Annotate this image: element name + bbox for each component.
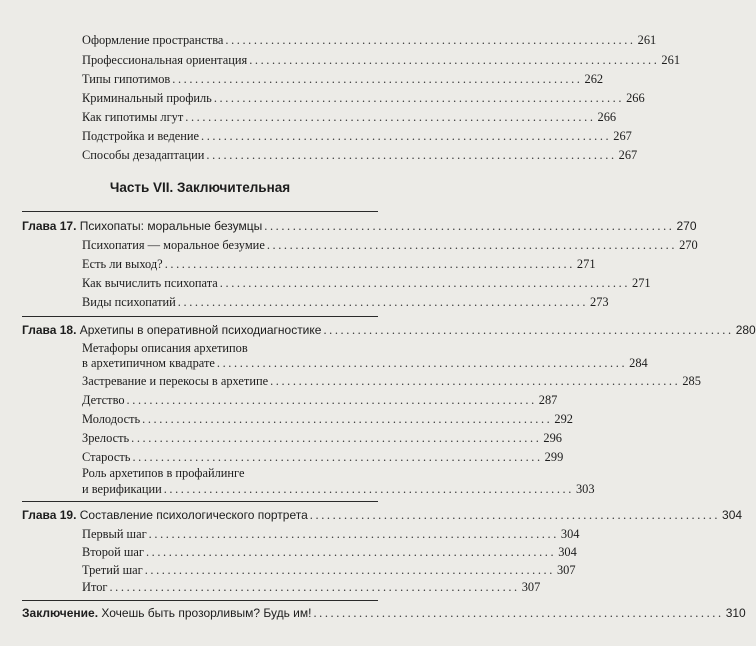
chapter-prefix: Глава 18. bbox=[22, 323, 77, 337]
dot-leader: ........................................................................ bbox=[172, 72, 583, 86]
toc-entry-page: 267 bbox=[613, 129, 632, 143]
toc-entry-label: Застревание и перекосы в архетипе bbox=[82, 374, 269, 388]
toc-entry-page: 307 bbox=[521, 580, 541, 594]
toc-entry-label: Способы дезадаптации bbox=[82, 148, 205, 162]
dot-leader: ........................................................................ bbox=[323, 323, 734, 337]
toc-entry-multiline bbox=[82, 341, 382, 356]
toc-entry-page: 284 bbox=[629, 356, 648, 370]
toc-entry-label: Психопатия — моральное безумие bbox=[82, 238, 265, 252]
dot-leader: ........................................................................ bbox=[225, 33, 636, 47]
dot-leader: ........................................................................ bbox=[266, 238, 678, 252]
toc-entry-page: 299 bbox=[544, 450, 564, 464]
dot-leader: ........................................................................ bbox=[142, 412, 553, 426]
toc-entry bbox=[82, 72, 604, 87]
toc-entry-page: 267 bbox=[618, 148, 638, 162]
chapter-page: 304 bbox=[722, 508, 743, 522]
conclusion-prefix: Заключение. bbox=[22, 606, 99, 620]
toc-entry-page: 285 bbox=[682, 374, 701, 388]
toc-entry-label: Первый шаг bbox=[82, 527, 147, 541]
chapter-prefix: Глава 19. bbox=[22, 508, 77, 522]
dot-leader: ........................................................................ bbox=[126, 393, 537, 407]
toc-entry-page: 304 bbox=[560, 527, 580, 541]
toc-entry bbox=[82, 527, 580, 542]
chapter-title: Архетипы в оперативной психодиагностике bbox=[79, 323, 322, 337]
section-divider bbox=[22, 600, 378, 601]
dot-leader: ........................................................................ bbox=[144, 563, 555, 577]
toc-entry bbox=[82, 91, 645, 106]
dot-leader: ........................................................................ bbox=[132, 450, 543, 464]
dot-leader: ........................................................................ bbox=[264, 219, 675, 233]
chapter-heading bbox=[22, 219, 697, 234]
toc-entry bbox=[82, 110, 617, 125]
toc-entry-label: Итог bbox=[82, 580, 108, 594]
toc-entry-label: Типы гипотимов bbox=[82, 72, 171, 86]
toc-entry-label: Зрелость bbox=[82, 431, 130, 445]
chapter-page: 280 bbox=[735, 323, 756, 337]
dot-leader: ........................................................................ bbox=[313, 606, 724, 620]
toc-entry bbox=[82, 580, 541, 595]
chapter-title: Психопаты: моральные безумцы bbox=[79, 219, 263, 233]
toc-entry bbox=[82, 450, 564, 465]
toc-entry-page: 262 bbox=[584, 72, 604, 86]
toc-entry-label: Как вычислить психопата bbox=[82, 276, 218, 290]
toc-entry-label: Как гипотимы лгут bbox=[82, 110, 184, 124]
toc-entry-page: 287 bbox=[538, 393, 558, 407]
toc-entry bbox=[82, 431, 562, 446]
section-divider bbox=[22, 501, 378, 502]
dot-leader: ........................................................................ bbox=[177, 295, 589, 309]
dot-leader: ........................................................................ bbox=[270, 374, 681, 388]
toc-entry-page: 273 bbox=[590, 295, 609, 309]
toc-entry-label: Второй шаг bbox=[82, 545, 144, 559]
chapter-page: 270 bbox=[676, 219, 697, 233]
toc-entry-label: Криминальный профиль bbox=[82, 91, 212, 105]
toc-entry-page: 303 bbox=[575, 482, 595, 496]
toc-entry bbox=[82, 374, 701, 389]
chapter-title: Составление психологического портрета bbox=[79, 508, 308, 522]
conclusion-page: 310 bbox=[725, 606, 746, 620]
toc-entry-label: Оформление пространства bbox=[82, 33, 224, 47]
toc-entry-page: 266 bbox=[626, 91, 645, 105]
toc-entry bbox=[82, 412, 573, 427]
section-divider bbox=[22, 211, 378, 212]
toc-entry bbox=[82, 356, 648, 371]
toc-entry-label: Профессиональная ориентация bbox=[82, 53, 248, 67]
toc-entry bbox=[82, 33, 657, 48]
toc-entry bbox=[82, 545, 577, 560]
toc-entry-page: 296 bbox=[543, 431, 562, 445]
chapter-heading bbox=[22, 508, 743, 523]
toc-entry-multiline bbox=[82, 466, 382, 481]
dot-leader: ........................................................................ bbox=[309, 508, 721, 522]
toc-entry-label-line2: и верификации bbox=[82, 482, 162, 496]
toc-entry-page: 271 bbox=[576, 257, 596, 271]
toc-entry bbox=[82, 238, 698, 253]
toc-entry-label-line2: в архетипичном квадрате bbox=[82, 356, 215, 370]
toc-entry-page: 270 bbox=[679, 238, 698, 252]
dot-leader: ........................................................................ bbox=[219, 276, 631, 290]
toc-entry bbox=[82, 276, 651, 291]
dot-leader: ........................................................................ bbox=[131, 431, 542, 445]
section-divider bbox=[22, 316, 378, 317]
chapter-heading bbox=[22, 323, 756, 338]
toc-entry bbox=[82, 295, 609, 310]
chapter-prefix: Глава 17. bbox=[22, 219, 77, 233]
toc-entry bbox=[82, 129, 632, 144]
dot-leader: ........................................................................ bbox=[249, 53, 660, 67]
toc-entry bbox=[82, 148, 638, 163]
toc-entry-page: 304 bbox=[558, 545, 577, 559]
dot-leader: ........................................................................ bbox=[216, 356, 628, 370]
toc-entry bbox=[82, 563, 576, 578]
toc-entry-label: Есть ли выход? bbox=[82, 257, 163, 271]
toc-entry-label: Третий шаг bbox=[82, 563, 143, 577]
toc-entry-label-line1: Метафоры описания архетипов bbox=[82, 341, 248, 355]
toc-entry-page: 292 bbox=[554, 412, 573, 426]
dot-leader: ........................................................................ bbox=[145, 545, 557, 559]
toc-entry-label: Старость bbox=[82, 450, 131, 464]
toc-entry-page: 266 bbox=[597, 110, 617, 124]
dot-leader: ........................................................................ bbox=[213, 91, 625, 105]
toc-entry bbox=[82, 53, 681, 68]
part-title: Часть VII. Заключительная bbox=[109, 180, 291, 195]
toc-entry bbox=[82, 482, 595, 497]
toc-entry-label: Виды психопатий bbox=[82, 295, 176, 309]
dot-leader: ........................................................................ bbox=[185, 110, 596, 124]
toc-entry bbox=[82, 257, 596, 272]
toc-entry-label: Детство bbox=[82, 393, 125, 407]
dot-leader: ........................................................................ bbox=[148, 527, 559, 541]
dot-leader: ........................................................................ bbox=[201, 129, 612, 143]
dot-leader: ........................................................................ bbox=[109, 580, 520, 594]
toc-entry-label: Молодость bbox=[82, 412, 141, 426]
conclusion-title: Хочешь быть прозорливым? Будь им! bbox=[101, 606, 312, 620]
toc-entry-page: 271 bbox=[632, 276, 651, 290]
toc-entry bbox=[82, 393, 558, 408]
toc-entry-page: 307 bbox=[556, 563, 576, 577]
toc-entry-label: Подстройка и ведение bbox=[82, 129, 200, 143]
dot-leader: ........................................................................ bbox=[164, 257, 575, 271]
dot-leader: ........................................................................ bbox=[206, 148, 617, 162]
conclusion-heading bbox=[22, 606, 746, 621]
dot-leader: ........................................................................ bbox=[163, 482, 574, 496]
toc-entry-label-line1: Роль архетипов в профайлинге bbox=[82, 466, 245, 480]
toc-entry-page: 261 bbox=[661, 53, 681, 67]
toc-entry-page: 261 bbox=[637, 33, 657, 47]
